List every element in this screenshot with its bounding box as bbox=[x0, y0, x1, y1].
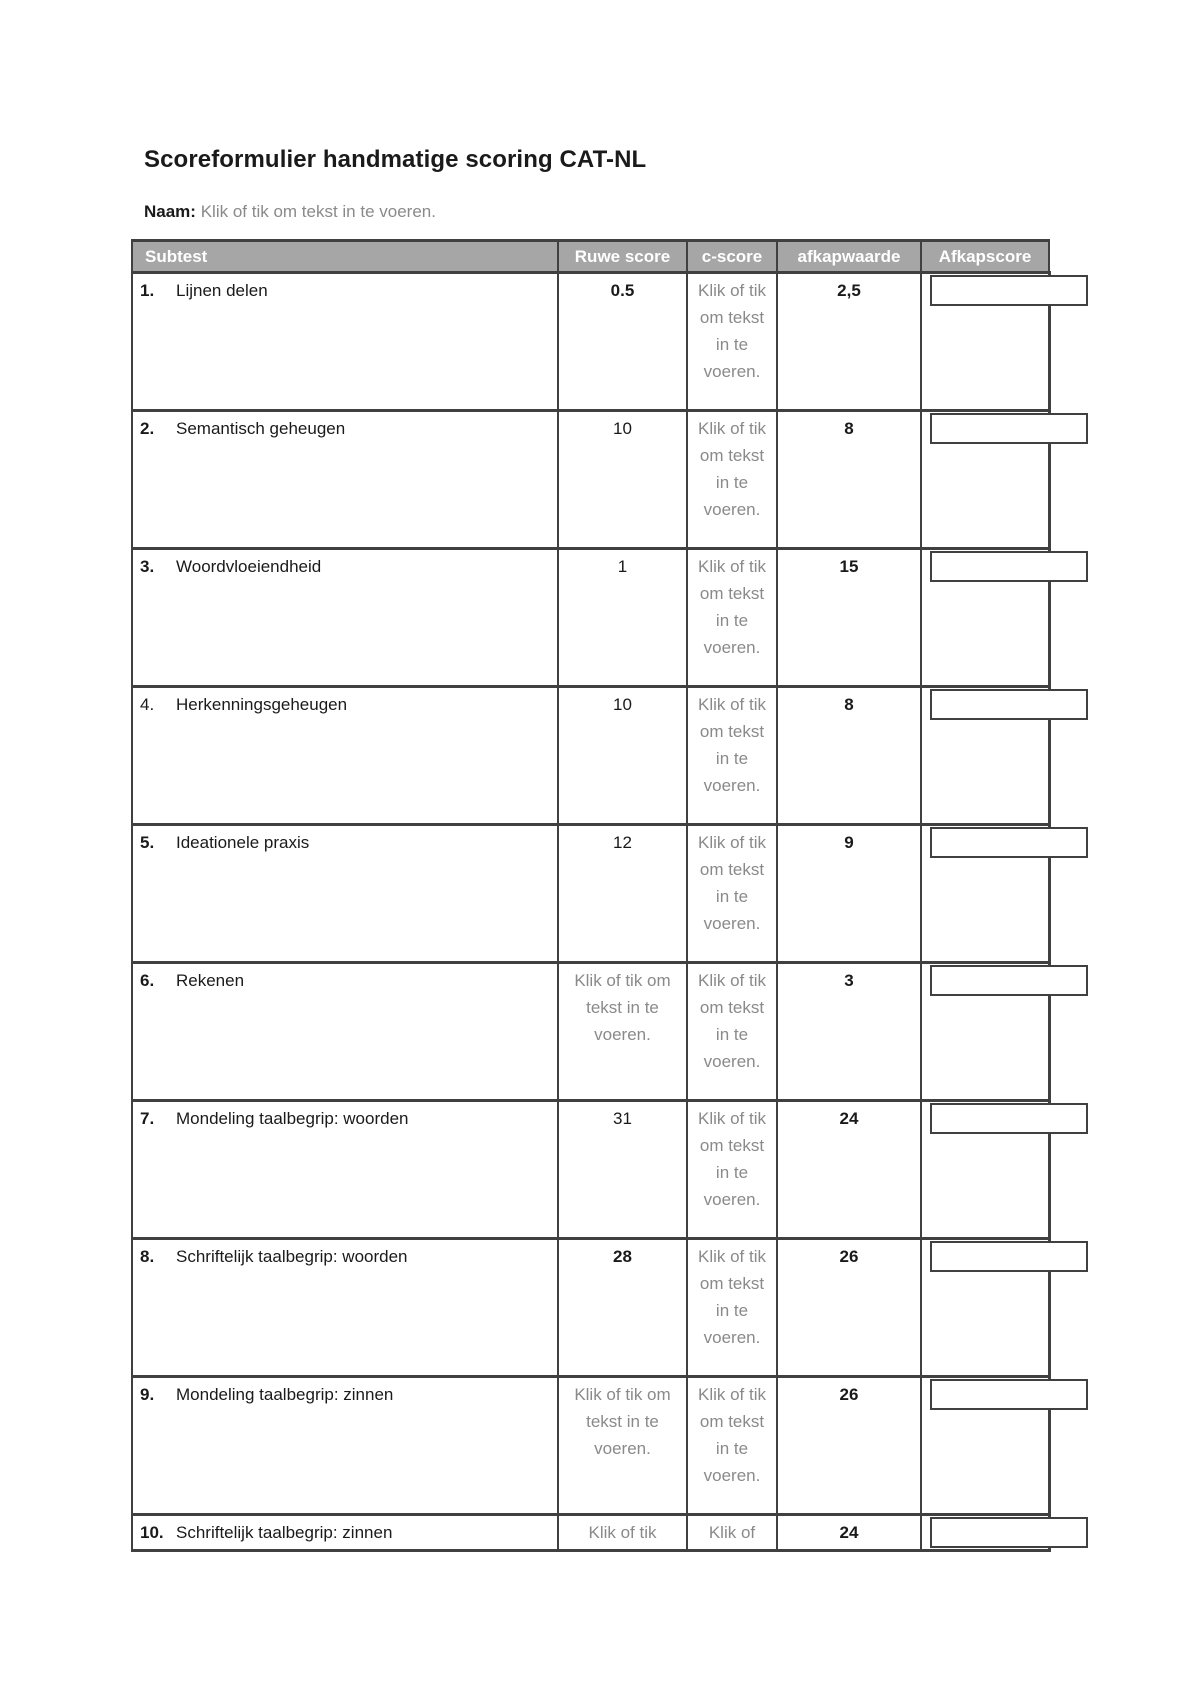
table-row bbox=[132, 1515, 1049, 1551]
raw-score-value[interactable]: 10 bbox=[558, 687, 687, 825]
afkapscore-cell bbox=[921, 411, 1049, 549]
afkapscore-cell bbox=[921, 273, 1049, 411]
name-field[interactable]: Klik of tik om tekst in te voeren. bbox=[200, 202, 436, 221]
subtest-name: Herkenningsgeheugen bbox=[176, 695, 348, 714]
row-number: 5. bbox=[140, 833, 155, 852]
subtest-name: Woordvloeiendheid bbox=[176, 557, 322, 576]
header-afkapwaarde: afkapwaarde bbox=[777, 241, 921, 273]
afkapscore-cell bbox=[921, 1101, 1049, 1239]
header-subtest: Subtest bbox=[132, 241, 558, 273]
afkapwaarde-value: 2,5 bbox=[777, 273, 921, 411]
c-score-field[interactable]: Klik of tik om tekst in te voeren. bbox=[687, 549, 777, 687]
subtest-name: Schriftelijk taalbegrip: zinnen bbox=[176, 1523, 393, 1542]
subtest-name: Semantisch geheugen bbox=[176, 419, 346, 438]
table-row bbox=[132, 825, 1049, 963]
afkapwaarde-value: 8 bbox=[777, 687, 921, 825]
header-c-score: c-score bbox=[687, 241, 777, 273]
raw-score-value: 28 bbox=[613, 1247, 632, 1266]
row-number: 4. bbox=[140, 695, 155, 714]
score-table bbox=[131, 239, 1051, 1552]
c-score-field[interactable]: Klik of tik om tekst in te voeren. bbox=[687, 273, 777, 411]
table-row bbox=[132, 1377, 1049, 1515]
row-number: 9. bbox=[140, 1385, 155, 1404]
afkapscore-input[interactable] bbox=[930, 1517, 1088, 1548]
subtest-cell bbox=[132, 1101, 558, 1239]
afkapscore-cell bbox=[921, 1515, 1049, 1551]
row-number: 6. bbox=[140, 971, 155, 990]
page-title: Scoreformulier handmatige scoring CAT-NL bbox=[144, 146, 647, 173]
subtest-cell bbox=[132, 273, 558, 411]
table-row bbox=[132, 963, 1049, 1101]
afkapscore-input[interactable] bbox=[930, 827, 1088, 858]
afkapwaarde-value: 3 bbox=[777, 963, 921, 1101]
c-score-field[interactable]: Klik of tik om tekst in te voeren. bbox=[687, 963, 777, 1101]
afkapscore-cell bbox=[921, 1377, 1049, 1515]
subtest-name: Lijnen delen bbox=[176, 281, 268, 300]
c-score-field[interactable]: Klik of bbox=[687, 1515, 777, 1551]
raw-score-value[interactable]: 12 bbox=[558, 825, 687, 963]
table-row bbox=[132, 273, 1049, 411]
table-row bbox=[132, 411, 1049, 549]
afkapwaarde-value: 24 bbox=[777, 1101, 921, 1239]
row-number: 2. bbox=[140, 419, 155, 438]
subtest-name: Rekenen bbox=[176, 971, 245, 990]
table-row bbox=[132, 1239, 1049, 1377]
row-number: 7. bbox=[140, 1109, 155, 1128]
afkapscore-cell bbox=[921, 687, 1049, 825]
c-score-field[interactable]: Klik of tik om tekst in te voeren. bbox=[687, 1101, 777, 1239]
table-row bbox=[132, 687, 1049, 825]
afkapscore-input[interactable] bbox=[930, 275, 1088, 306]
row-number: 8. bbox=[140, 1247, 155, 1266]
subtest-name: Mondeling taalbegrip: zinnen bbox=[176, 1385, 394, 1404]
subtest-cell bbox=[132, 963, 558, 1101]
afkapscore-input[interactable] bbox=[930, 1103, 1088, 1134]
table-row bbox=[132, 1101, 1049, 1239]
c-score-field[interactable]: Klik of tik om tekst in te voeren. bbox=[687, 687, 777, 825]
raw-score-value: 0.5 bbox=[610, 281, 635, 300]
afkapwaarde-value: 9 bbox=[777, 825, 921, 963]
subtest-cell bbox=[132, 411, 558, 549]
raw-score-field[interactable]: Klik of tik om tekst in te voeren. bbox=[558, 963, 687, 1101]
afkapwaarde-value: 24 bbox=[777, 1515, 921, 1551]
afkapscore-input[interactable] bbox=[930, 551, 1088, 582]
subtest-cell bbox=[132, 687, 558, 825]
afkapscore-input[interactable] bbox=[930, 965, 1088, 996]
subtest-name: Mondeling taalbegrip: woorden bbox=[176, 1109, 409, 1128]
subtest-cell bbox=[132, 1515, 558, 1551]
table-row bbox=[132, 549, 1049, 687]
name-line bbox=[144, 202, 436, 222]
afkapscore-cell bbox=[921, 549, 1049, 687]
c-score-field[interactable]: Klik of tik om tekst in te voeren. bbox=[687, 1377, 777, 1515]
afkapscore-cell bbox=[921, 963, 1049, 1101]
raw-score-value[interactable]: 31 bbox=[558, 1101, 687, 1239]
subtest-cell bbox=[132, 825, 558, 963]
header-raw-score: Ruwe score bbox=[558, 241, 687, 273]
afkapscore-cell bbox=[921, 825, 1049, 963]
afkapscore-input[interactable] bbox=[930, 1241, 1088, 1272]
raw-score-field[interactable]: Klik of tik om tekst in te voeren. bbox=[558, 1377, 687, 1515]
c-score-field[interactable]: Klik of tik om tekst in te voeren. bbox=[687, 825, 777, 963]
subtest-cell bbox=[132, 549, 558, 687]
afkapscore-input[interactable] bbox=[930, 413, 1088, 444]
raw-score-value[interactable]: 10 bbox=[558, 411, 687, 549]
afkapwaarde-value: 15 bbox=[777, 549, 921, 687]
raw-score-value[interactable]: 1 bbox=[558, 549, 687, 687]
name-label: Naam: bbox=[144, 202, 196, 221]
header-afkapscore: Afkapscore bbox=[921, 241, 1049, 273]
row-number: 1. bbox=[140, 281, 155, 300]
table-header-row bbox=[132, 241, 1049, 273]
raw-score-cell[interactable] bbox=[558, 273, 687, 411]
afkapwaarde-value: 8 bbox=[777, 411, 921, 549]
afkapwaarde-value: 26 bbox=[777, 1377, 921, 1515]
subtest-cell bbox=[132, 1239, 558, 1377]
raw-score-cell[interactable] bbox=[558, 1239, 687, 1377]
subtest-name: Ideationele praxis bbox=[176, 833, 310, 852]
afkapscore-input[interactable] bbox=[930, 689, 1088, 720]
afkapwaarde-value: 26 bbox=[777, 1239, 921, 1377]
afkapscore-cell bbox=[921, 1239, 1049, 1377]
raw-score-field[interactable]: Klik of tik bbox=[558, 1515, 687, 1551]
row-number: 3. bbox=[140, 557, 155, 576]
row-number: 10. bbox=[140, 1523, 164, 1542]
c-score-field[interactable]: Klik of tik om tekst in te voeren. bbox=[687, 1239, 777, 1377]
subtest-cell bbox=[132, 1377, 558, 1515]
afkapscore-input[interactable] bbox=[930, 1379, 1088, 1410]
c-score-field[interactable]: Klik of tik om tekst in te voeren. bbox=[687, 411, 777, 549]
subtest-name: Schriftelijk taalbegrip: woorden bbox=[176, 1247, 408, 1266]
